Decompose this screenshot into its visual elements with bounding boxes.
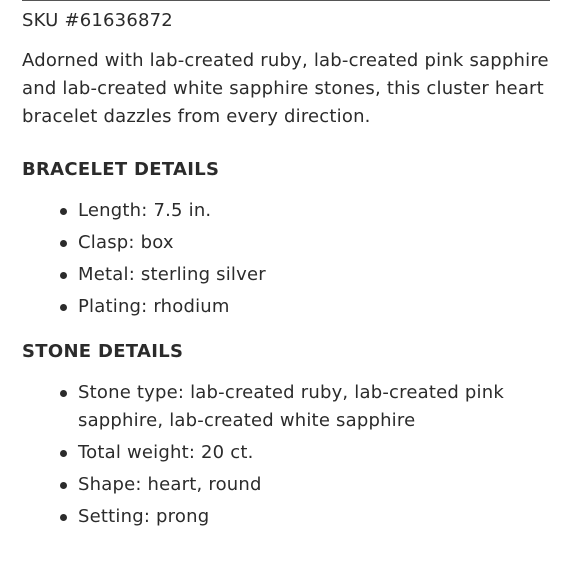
bullet-icon bbox=[60, 482, 67, 489]
bullet-icon bbox=[60, 272, 67, 279]
bullet-icon bbox=[60, 450, 67, 457]
bracelet-detail-plating: Plating: rhodium bbox=[78, 296, 230, 317]
bullet-icon bbox=[60, 304, 67, 311]
list-item bbox=[22, 261, 552, 289]
list-item bbox=[22, 379, 552, 435]
list-item bbox=[22, 471, 552, 499]
bullet-icon bbox=[60, 208, 67, 215]
stone-detail-setting: Setting: prong bbox=[78, 506, 210, 527]
bracelet-detail-length: Length: 7.5 in. bbox=[78, 200, 212, 221]
product-details bbox=[22, 8, 552, 535]
list-item bbox=[22, 197, 552, 225]
bullet-icon bbox=[60, 240, 67, 247]
list-item bbox=[22, 229, 552, 257]
list-item bbox=[22, 503, 552, 531]
stone-details-heading: STONE DETAILS bbox=[22, 341, 184, 362]
top-divider bbox=[22, 0, 550, 1]
bullet-icon bbox=[60, 390, 67, 397]
stone-detail-type: Stone type: lab-created ruby, lab-created pink sapphire, lab-created white sapphire bbox=[78, 382, 504, 431]
stone-detail-shape: Shape: heart, round bbox=[78, 474, 262, 495]
list-item bbox=[22, 293, 552, 321]
bracelet-details-heading: BRACELET DETAILS bbox=[22, 159, 220, 180]
stone-detail-weight: Total weight: 20 ct. bbox=[78, 442, 254, 463]
bracelet-detail-clasp: Clasp: box bbox=[78, 232, 174, 253]
bracelet-detail-metal: Metal: sterling silver bbox=[78, 264, 266, 285]
bullet-icon bbox=[60, 514, 67, 521]
stone-details-list bbox=[22, 379, 552, 531]
list-item bbox=[22, 439, 552, 467]
bracelet-details-list bbox=[22, 197, 552, 321]
sku-number: SKU #61636872 bbox=[22, 10, 173, 31]
product-description: Adorned with lab-created ruby, lab-created pink sapphire and lab-created white sapphire stones, this cluster heart bracelet dazzles from every direction. bbox=[22, 50, 549, 127]
